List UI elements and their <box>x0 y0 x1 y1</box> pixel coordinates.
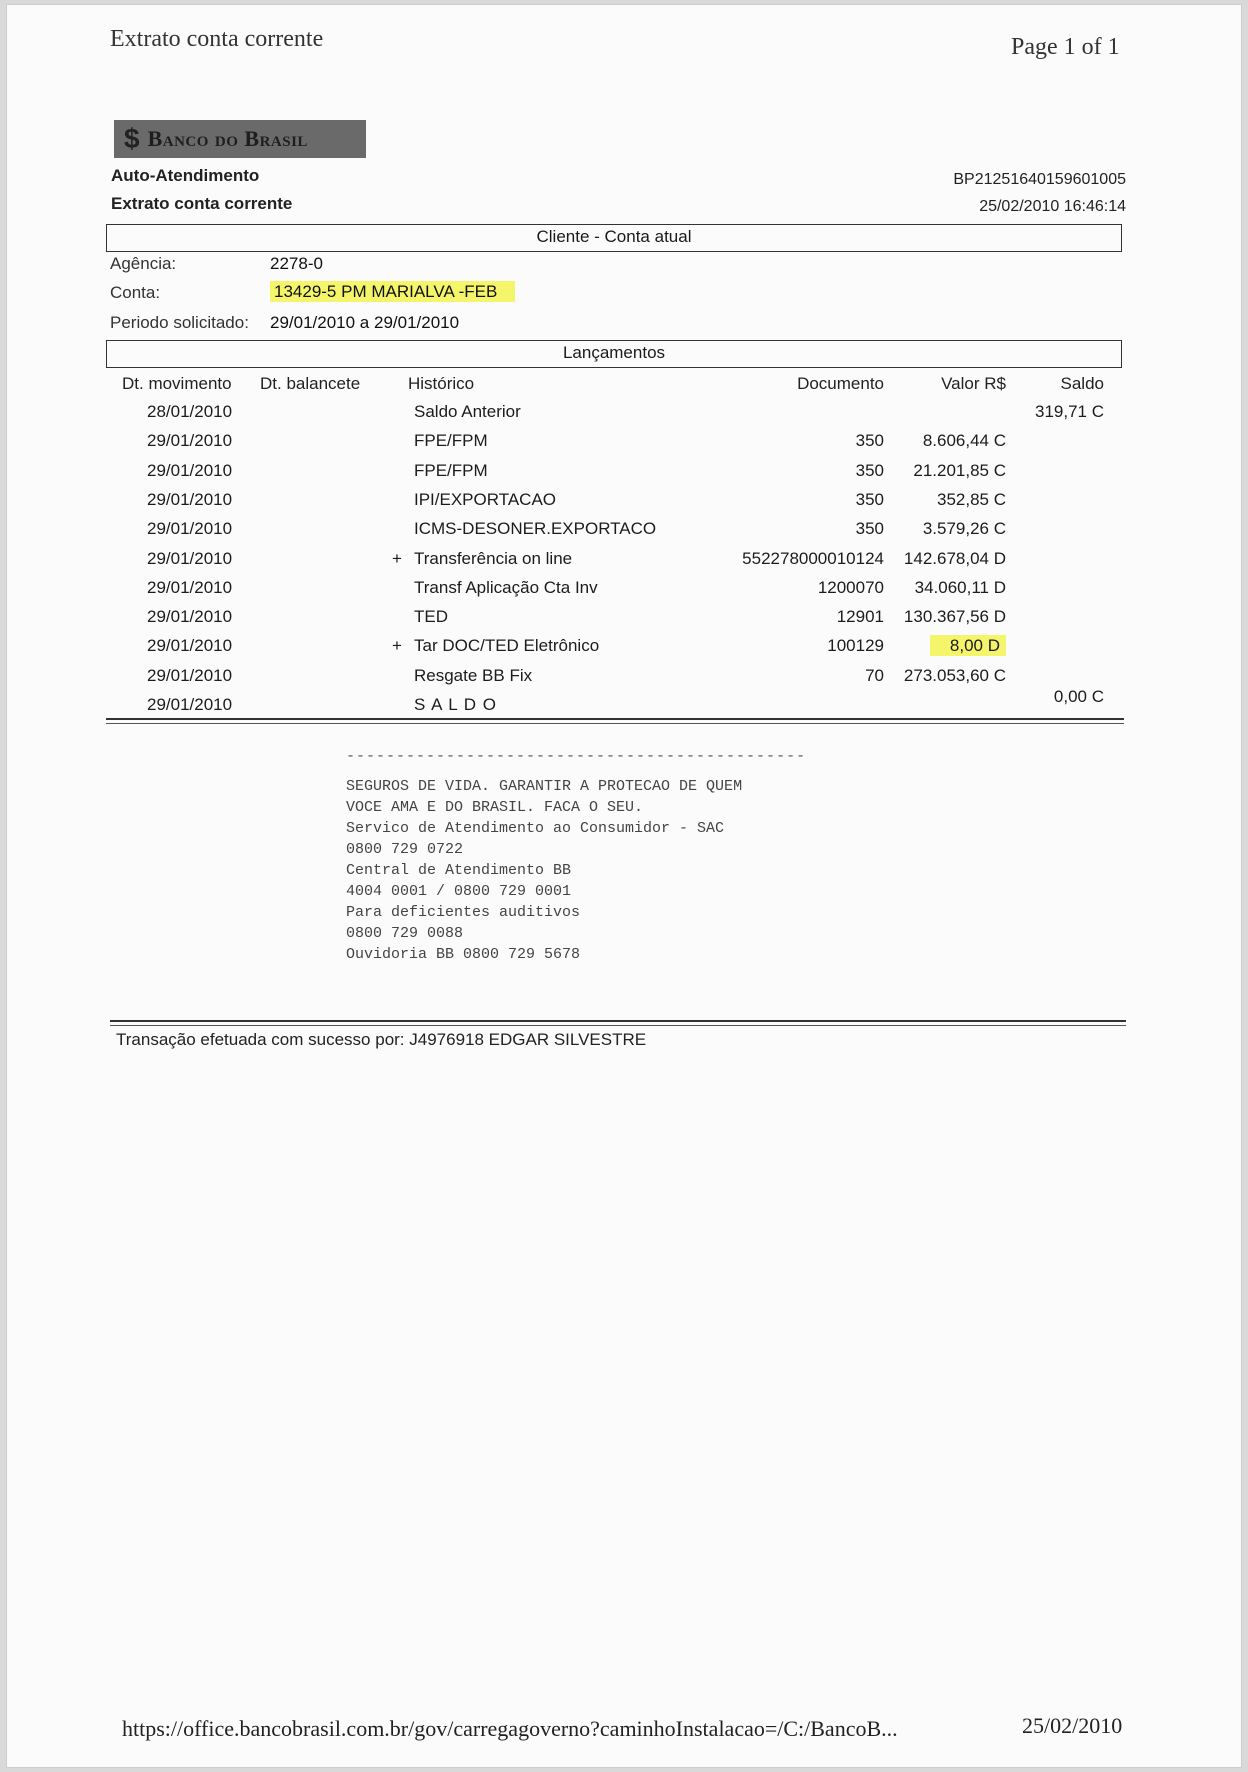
ad-line: 4004 0001 / 0800 729 0001 <box>346 883 572 900</box>
row-historico: Transferência on line <box>414 549 573 568</box>
col-valor: Valor R$ <box>941 374 1006 393</box>
row-documento: 552278000010124 <box>742 549 884 568</box>
row-valor-highlight: 8,00 D <box>930 635 1006 656</box>
row-historico: FPE/FPM <box>414 431 488 450</box>
row-saldo: 319,71 C <box>1035 402 1104 421</box>
row-valor: 130.367,56 D <box>903 607 1006 626</box>
row-valor: 273.053,60 C <box>903 666 1006 685</box>
row-mark: + <box>392 549 402 568</box>
row-dt-movimento: 29/01/2010 <box>147 549 233 568</box>
row-dt-movimento: 28/01/2010 <box>147 402 233 421</box>
table-bottom-rule-thin <box>106 723 1124 724</box>
row-historico: Resgate BB Fix <box>414 666 533 685</box>
row-dt-movimento: 29/01/2010 <box>147 519 233 538</box>
lancamentos-section-title: Lançamentos <box>562 343 666 362</box>
row-dt-movimento: 29/01/2010 <box>147 607 233 626</box>
col-dt-balancete: Dt. balancete <box>260 374 361 393</box>
transaction-success-text: Transação efetuada com sucesso por: J4976918 EDGAR SILVESTRE <box>116 1030 647 1049</box>
bank-logo <box>114 120 366 158</box>
row-valor: 34.060,11 D <box>914 578 1006 597</box>
client-section-header <box>106 224 1122 252</box>
ad-line: Central de Atendimento BB <box>346 862 572 879</box>
row-dt-movimento: 29/01/2010 <box>147 695 233 714</box>
row-dt-movimento: 29/01/2010 <box>147 578 233 597</box>
row-documento: 350 <box>855 519 884 538</box>
row-documento: 350 <box>855 461 884 480</box>
conta-value <box>270 282 515 302</box>
row-valor: 8.606,44 C <box>922 431 1006 450</box>
agencia-label: Agência: <box>110 254 177 273</box>
print-header-page: Page 1 of 1 <box>1011 34 1120 60</box>
row-dt-movimento: 29/01/2010 <box>147 636 233 655</box>
row-valor <box>930 636 1006 656</box>
row-valor: 3.579,26 C <box>922 519 1006 538</box>
periodo-value: 29/01/2010 a 29/01/2010 <box>270 313 460 332</box>
ad-block <box>346 776 742 965</box>
col-documento: Documento <box>797 374 884 393</box>
row-documento: 1200070 <box>817 578 884 597</box>
footer-rule-thin <box>110 1025 1126 1026</box>
ad-line: Para deficientes auditivos <box>346 904 581 921</box>
conta-label: Conta: <box>110 283 161 302</box>
periodo-label: Periodo solicitado: <box>110 313 249 332</box>
client-section-title: Cliente - Conta atual <box>536 227 692 246</box>
row-documento: 12901 <box>836 607 884 626</box>
row-documento: 100129 <box>827 636 884 655</box>
row-historico: FPE/FPM <box>414 461 488 480</box>
ad-line: 0800 729 0722 <box>346 841 464 858</box>
row-dt-movimento: 29/01/2010 <box>147 666 233 685</box>
table-bottom-rule <box>106 718 1124 720</box>
ad-line: Servico de Atendimento ao Consumidor - SAC <box>346 820 725 837</box>
statement-page <box>6 4 1242 1768</box>
conta-value-text: 13429-5 PM MARIALVA -FEB <box>270 281 515 302</box>
ad-line: Ouvidoria BB 0800 729 5678 <box>346 946 581 963</box>
row-saldo: 0,00 C <box>1053 687 1104 706</box>
row-dt-movimento: 29/01/2010 <box>147 431 233 450</box>
row-valor: 352,85 C <box>937 490 1006 509</box>
row-documento: 350 <box>855 431 884 450</box>
ad-line: SEGUROS DE VIDA. GARANTIR A PROTECAO DE QUEM <box>346 778 743 795</box>
statement-datetime: 25/02/2010 16:46:14 <box>979 198 1126 215</box>
bank-logo-text: Banco do Brasil <box>147 126 308 151</box>
row-dt-movimento: 29/01/2010 <box>147 490 233 509</box>
row-historico: Saldo Anterior <box>414 402 521 421</box>
protocol-number: BP21251640159601005 <box>953 171 1126 188</box>
footer-rule <box>110 1020 1126 1022</box>
col-saldo: Saldo <box>1060 374 1104 393</box>
print-header-title: Extrato conta corrente <box>110 26 324 52</box>
row-historico: IPI/EXPORTACAO <box>414 490 557 509</box>
row-historico: ICMS-DESONER.EXPORTACO <box>414 519 657 538</box>
row-historico: Transf Aplicação Cta Inv <box>414 578 598 597</box>
row-historico: S A L D O <box>414 695 498 714</box>
row-valor: 21.201,85 C <box>913 461 1006 480</box>
print-footer-url: https://office.bancobrasil.com.br/gov/carregagoverno?caminhoInstalacao=/C:/BancoB... <box>122 1716 898 1741</box>
ad-separator: ---------------------------------------------- <box>346 748 807 765</box>
col-historico: Histórico <box>408 374 475 393</box>
agencia-value: 2278-0 <box>270 254 323 273</box>
channel-label: Auto-Atendimento <box>111 166 260 185</box>
print-footer-date: 25/02/2010 <box>1022 1713 1123 1738</box>
row-historico: Tar DOC/TED Eletrônico <box>414 636 600 655</box>
lancamentos-section-header <box>106 340 1122 368</box>
bb-logo-icon: $ <box>124 123 140 154</box>
row-valor: 142.678,04 D <box>903 549 1006 568</box>
row-historico: TED <box>414 607 448 626</box>
row-documento: 70 <box>865 666 884 685</box>
row-mark: + <box>392 636 402 655</box>
ad-line: 0800 729 0088 <box>346 925 464 942</box>
ad-line: VOCE AMA E DO BRASIL. FACA O SEU. <box>346 799 644 816</box>
row-dt-movimento: 29/01/2010 <box>147 461 233 480</box>
row-documento: 350 <box>855 490 884 509</box>
col-dt-movimento: Dt. movimento <box>122 374 232 393</box>
document-title: Extrato conta corrente <box>111 194 293 213</box>
